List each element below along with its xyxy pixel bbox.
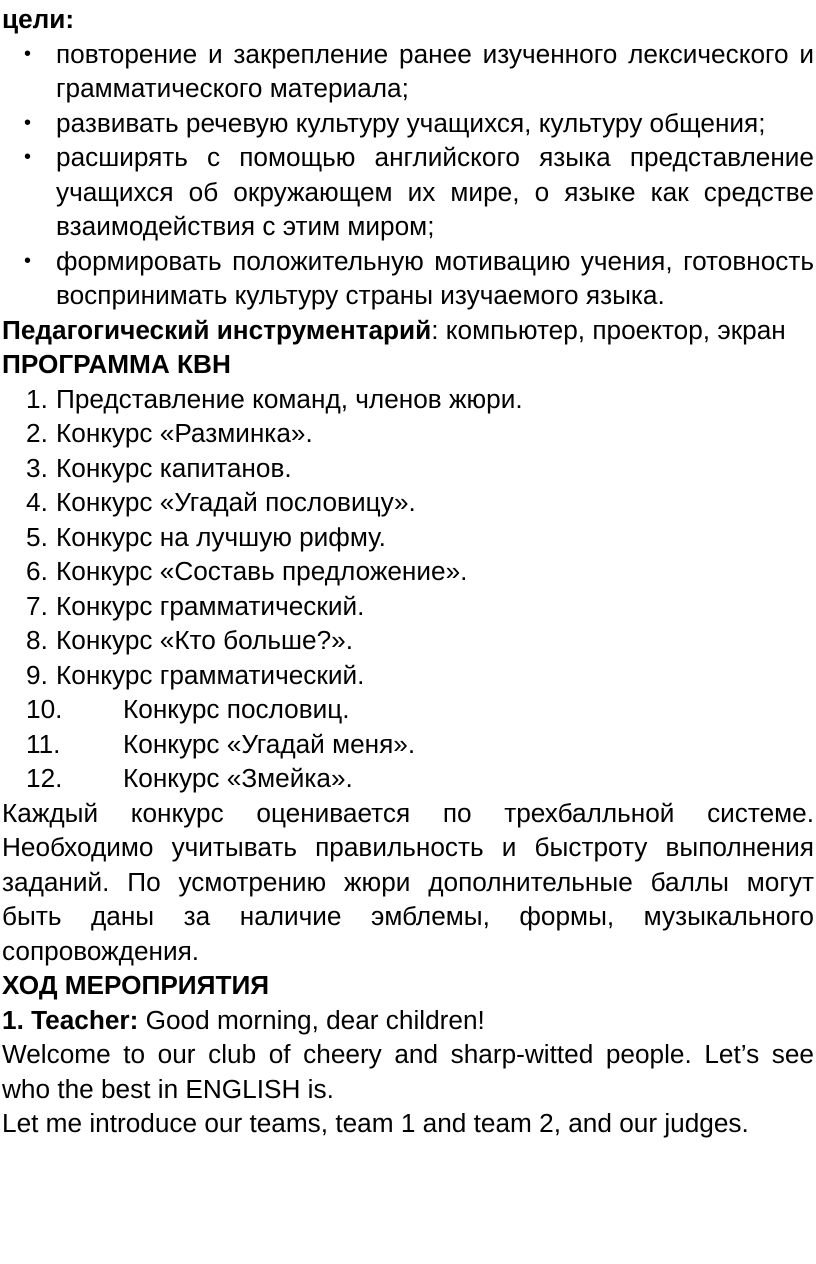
item-text: Конкурс грамматический. — [56, 659, 365, 690]
item-number: 7. — [26, 590, 48, 621]
item-number: 5. — [26, 521, 48, 552]
tools-paragraph — [2, 313, 814, 348]
item-text: Конкурс «Составь предложение». — [56, 556, 468, 586]
program-item — [2, 520, 814, 555]
item-text: Конкурс капитанов. — [56, 452, 292, 483]
item-text: Конкурс «Угадай пословицу». — [56, 487, 416, 517]
teacher-line — [2, 1003, 814, 1038]
intro-paragraph: Let me introduce our teams, team 1 and team 2, and our judges. — [2, 1108, 749, 1138]
item-text: Конкурс «Змейка». — [123, 763, 353, 793]
item-number: 10. — [26, 694, 63, 724]
item-text: Конкурс на лучшую рифму. — [56, 521, 386, 552]
item-number: 4. — [26, 487, 48, 517]
goals-list — [2, 37, 814, 313]
item-text: Конкурс пословиц. — [123, 694, 350, 724]
item-number: 9. — [26, 659, 48, 690]
program-item — [2, 589, 814, 624]
welcome-paragraph: Welcome to our club of cheery and sharp-witted people. Let’s see who the best in ENGLISH is. — [2, 1039, 814, 1104]
item-text: Конкурс «Угадай меня». — [123, 728, 416, 759]
item-text: Конкурс грамматический. — [56, 590, 365, 621]
item-text: Представление команд, членов жюри. — [56, 383, 523, 414]
item-number: 8. — [26, 625, 48, 655]
greeting-text: Good morning, dear children! — [138, 1004, 485, 1035]
program-item — [2, 692, 814, 727]
item-number: 11. — [26, 728, 61, 759]
program-item — [2, 485, 814, 520]
goal-item: • расширять с помощью английского языка представление учащихся об окружающем их мире, о языке как средстве взаимодействия с этим миром; — [2, 140, 814, 244]
program-heading: ПРОГРАММА КВН — [2, 349, 231, 379]
item-number: 12. — [26, 763, 63, 793]
item-number: 6. — [26, 556, 48, 586]
item-text: Конкурс «Разминка». — [56, 418, 313, 448]
goal-item: • формировать положительную мотивацию учения, готовность воспринимать культуру страны изучаемого языка. — [2, 244, 814, 313]
speaker-label: 1. Teacher: — [2, 1004, 139, 1035]
item-number: 2. — [26, 418, 48, 448]
program-item — [2, 727, 814, 762]
event-heading: ХОД МЕРОПРИЯТИЯ — [2, 970, 270, 1000]
item-number: 3. — [26, 452, 48, 483]
program-item — [2, 658, 814, 693]
item-number: 1. — [26, 383, 48, 414]
program-item — [2, 761, 814, 796]
goal-item: • развивать речевую культуру учащихся, культуру общения; — [2, 106, 814, 141]
scoring-paragraph: Каждый конкурс оценивается по трехбалльной системе. Необходимо учитывать правильность и быстроту выполнения заданий. По усмотрению жюри дополнительные баллы могут быть даны за наличие эмблемы, формы, музыкального сопровождения. — [2, 797, 814, 966]
document-page — [2, 2, 814, 1141]
program-list — [2, 382, 814, 796]
goals-heading: цели: — [2, 4, 75, 34]
tools-label: Педагогический инструментарий — [2, 314, 432, 345]
item-text: Конкурс «Кто больше?». — [56, 625, 354, 655]
goal-item: • повторение и закрепление ранее изученного лексического и грамматического материала; — [2, 37, 814, 106]
program-item — [2, 451, 814, 486]
tools-text: : компьютер, проектор, экран — [431, 314, 786, 345]
program-item — [2, 623, 814, 658]
program-item — [2, 382, 814, 417]
program-item — [2, 554, 814, 589]
program-item — [2, 416, 814, 451]
